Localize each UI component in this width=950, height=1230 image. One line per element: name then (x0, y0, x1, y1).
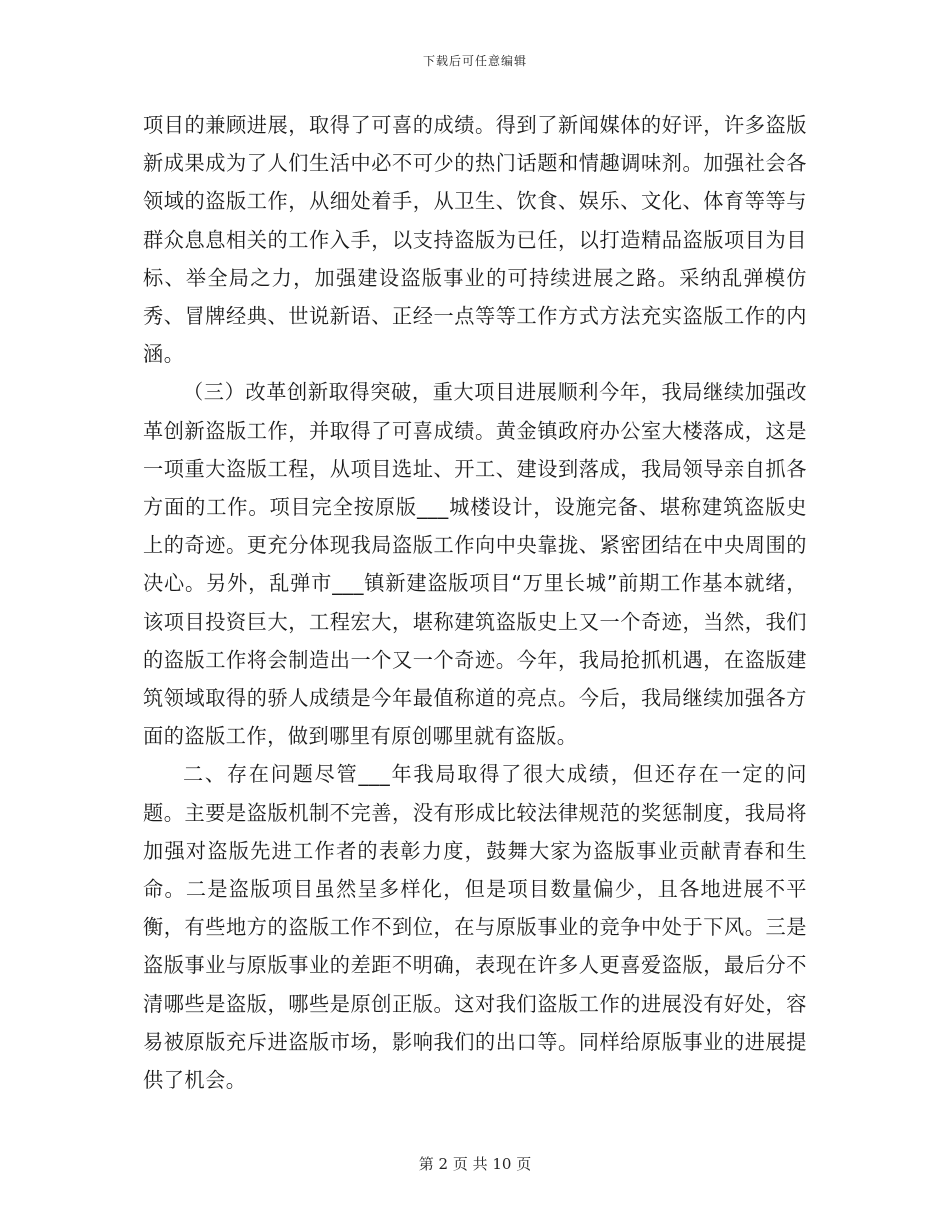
paragraph-continuation: 项目的兼顾进展，取得了可喜的成绩。得到了新闻媒体的好评，许多盗版新成果成为了人们生活中必不可少的热门话题和情趣调味剂。加强社会各领域的盗版工作，从细处着手，从卫生、饮食、娱乐、文化、体育等等与群众息息相关的工作入手，以支持盗版为已任，以打造精品盗版项目为目标、举全局之力，加强建设盗版事业的可持续进展之路。采纳乱弹模仿秀、冒牌经典、世说新语、正经一点等等工作方式方法充实盗版工作的内涵。 (143, 113, 807, 367)
page-header: 下载后可任意编辑 (422, 54, 527, 68)
paragraph-reform-innovation: （三）改革创新取得突破，重大项目进展顺利今年，我局继续加强改革创新盗版工作，并取得了可喜成绩。黄金镇政府办公室大楼落成，这是一项重大盗版工程，从项目选址、开工、建设到落成，我局领导亲自抓各方面的工作。项目完全按原版___城楼设计，设施完备、堪称建筑盗版史上的奇迹。更充分体现我局盗版工作向中央靠拢、紧密团结在中央周围的决心。另外，乱弹市___镇新建盗版项目“万里长城”前期工作基本就绪，该项目投资巨大，工程宏大，堪称建筑盗版史上又一个奇迹，当然，我们的盗版工作将会制造出一个又一个奇迹。今年，我局抢抓机遇，在盗版建筑领域取得的骄人成绩是今年最值称道的亮点。今后，我局继续加强各方面的盗版工作，做到哪里有原创哪里就有盗版。 (143, 380, 807, 749)
paragraph-existing-problems: 二、存在问题尽管___年我局取得了很大成绩，但还存在一定的问题。主要是盗版机制不完善，没有形成比较法律规范的奖惩制度，我局将加强对盗版先进工作者的表彰力度，鼓舞大家为盗版事业贡献青春和生命。二是盗版项目虽然呈多样化，但是项目数量偏少，且各地进展不平衡，有些地方的盗版工作不到位，在与原版事业的竞争中处于下风。三是盗版事业与原版事业的差距不明确，表现在许多人更喜爱盗版，最后分不清哪些是盗版，哪些是原创正版。这对我们盗版工作的进展没有好处，容易被原版充斥进盗版市场，影响我们的出口等。同样给原版事业的进展提供了机会。 (143, 762, 807, 1093)
page-number-footer: 第 2 页 共 10 页 (418, 1155, 532, 1173)
document-body (143, 106, 807, 1099)
